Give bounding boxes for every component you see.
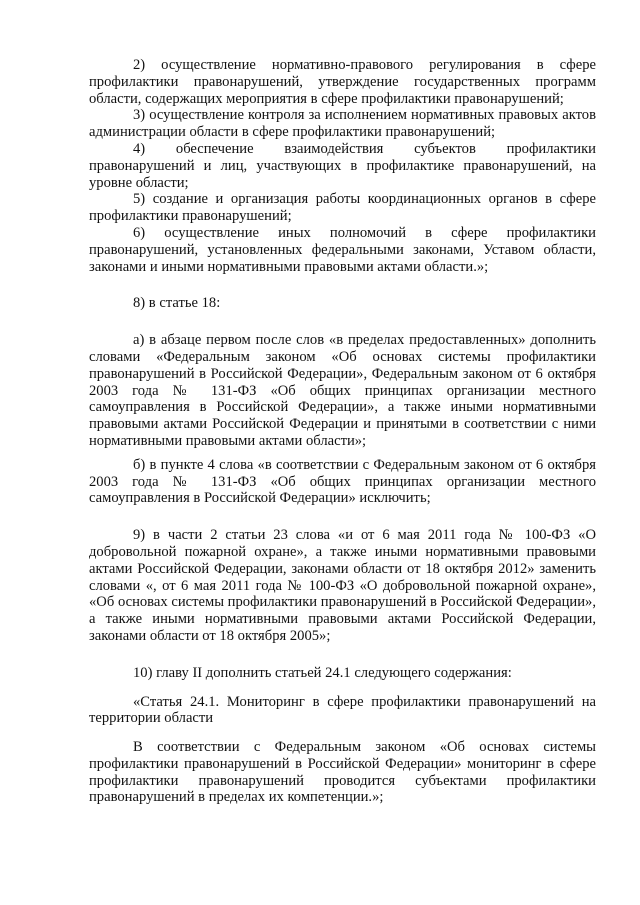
paragraph-item-2: 2) осуществление нормативно-правового регулирования в сфере профилактики правонарушений, утверждение государственных программ области, содержащих мероприятия в сфере профилактики правонарушений; — [89, 57, 596, 107]
paragraph-item-3: 3) осуществление контроля за исполнением нормативных правовых актов администрации области в сфере профилактики правонарушений; — [89, 107, 596, 141]
paragraph-item-6: 6) осуществление иных полномочий в сфере профилактики правонарушений, установленных федеральными законами, Уставом области, законами и иными нормативными правовыми актами области.»; — [89, 224, 596, 275]
article-24-1-heading: «Статья 24.1. Мониторинг в сфере профилактики правонарушений на территории области — [89, 693, 596, 727]
paragraph-item-4: 4) обеспечение взаимодействия субъектов профилактики правонарушений и лиц, участвующих в профилактике правонарушений, на уровне области; — [89, 140, 596, 191]
paragraph-amendment-8b: б) в пункте 4 слова «в соответствии с Федеральным законом от 6 октября 2003 года № 131-ФЗ «Об общих принципах организации местного самоуправления в Российской Федерации» исключить; — [89, 456, 596, 507]
paragraph-amendment-8a: а) в абзаце первом после слов «в пределах предоставленных» дополнить словами «Федеральным законом «Об основах системы профилактики правонарушений в Российской Федерации», Федеральным законом от 6 октября 2003 года № 131-ФЗ «Об общих принципах организации местного самоуправления в Российской Федерации», а также иными нормативными правовыми актами Российской Федерации и принятыми в соответствии с ними нормативными правовыми актами области»; — [89, 332, 596, 449]
paragraph-amendment-9: 9) в части 2 статьи 23 слова «и от 6 мая 2011 года № 100-ФЗ «О добровольной пожарной охране», а также иными нормативными правовыми актами Российской Федерации, законами области от 18 октября 2012» заменить словами «, от 6 мая 2011 года № 100-ФЗ «О добровольной пожарной охране», «Об основах системы профилактики правонарушений в Российской Федерации», а также иными нормативными правовыми актами Российской Федерации, законами области от 18 октября 2005»; — [89, 527, 596, 644]
paragraph-item-5: 5) создание и организация работы координационных органов в сфере профилактики правонарушений; — [89, 191, 596, 225]
paragraph-amendment-8: 8) в статье 18: — [133, 295, 221, 312]
article-24-1-body: В соответствии с Федеральным законом «Об основах системы профилактики правонарушений в Российской Федерации» мониторинг в сфере профилактики правонарушений проводится субъектами профилактики правонарушений в пределах их компетенции.»; — [89, 739, 596, 806]
paragraph-amendment-10: 10) главу II дополнить статьей 24.1 следующего содержания: — [133, 664, 512, 681]
